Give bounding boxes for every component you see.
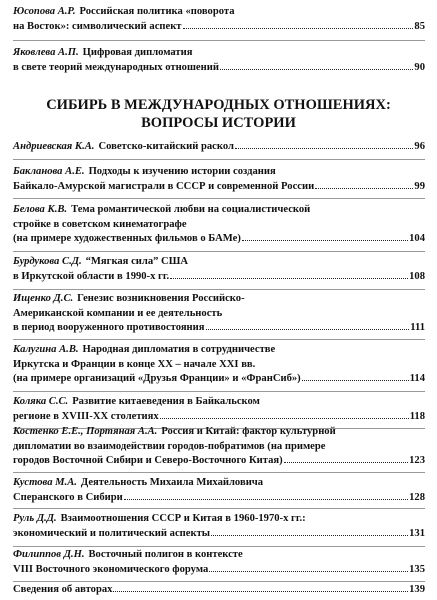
toc-entry xyxy=(13,46,425,75)
entry-author: Калугина А.В. xyxy=(13,344,79,355)
leader-dots xyxy=(183,28,414,29)
entry-title-line: городов Восточной Сибири и Северо-Восточного Китая) xyxy=(13,455,283,466)
entry-separator xyxy=(13,198,425,199)
entry-title-line: Развитие китаеведения в Байкальском xyxy=(72,396,260,407)
entry-title-line: “Мягкая сила” США xyxy=(85,256,188,267)
leader-dots xyxy=(124,499,408,500)
entry-author: Юсопова А.Р. xyxy=(13,6,76,17)
entry-title-line: Взаимоотношения СССР и Китая в 1960-1970-х гг.: xyxy=(60,513,306,524)
entry-author: Бакланова А.Е. xyxy=(13,166,85,177)
entry-title-line: в период вооруженного противостояния xyxy=(13,322,205,333)
entry-title-line: Советско-китайский раскол xyxy=(98,141,234,152)
entry-separator xyxy=(13,546,425,547)
entry-title-line: (на примере художественных фильмов о БАМе) xyxy=(13,233,241,244)
entry-title-line: VIII Восточного экономического форума xyxy=(13,563,209,575)
leader-dots xyxy=(211,535,408,536)
toc-entry xyxy=(13,165,425,194)
leader-dots xyxy=(242,240,408,241)
entry-separator xyxy=(13,159,425,160)
leader-dots xyxy=(315,188,413,189)
toc-entry xyxy=(13,255,425,284)
page-number: 114 xyxy=(409,373,425,384)
entry-author: Бурдукова С.Д. xyxy=(13,256,82,267)
entry-author: Коляка С.С. xyxy=(13,396,69,407)
page-number: 118 xyxy=(409,410,425,422)
toc-entry xyxy=(13,512,425,541)
toc-entry xyxy=(13,476,425,505)
entry-title-line: на Восток»: символический аспект xyxy=(13,20,182,32)
entry-title-line: Американской компании и ее деятельность xyxy=(13,307,223,319)
entry-separator xyxy=(13,289,425,290)
entry-title-line: Российская политика «поворота xyxy=(79,6,235,17)
page-number: 96 xyxy=(414,141,425,152)
page-number: 99 xyxy=(414,180,425,192)
leader-dots xyxy=(170,278,408,279)
entry-separator xyxy=(13,40,425,41)
entry-separator xyxy=(13,339,425,340)
entry-title-line: Сведения об авторах xyxy=(13,584,113,595)
entry-title-line: Тема романтической любви на социалистической xyxy=(71,204,311,215)
entry-title-line: экономический и политический аспекты xyxy=(13,527,211,539)
entry-title-line: дипломатии во взаимодействии городов-побратимов (на примере xyxy=(13,440,326,452)
entry-title-line: Иркутска и Франции в конце XX – начале XXI вв. xyxy=(13,358,256,370)
leader-dots xyxy=(209,571,408,572)
entry-title-line: Восточный полигон в контексте xyxy=(88,549,243,560)
section-title xyxy=(0,96,437,132)
page-number: 131 xyxy=(409,527,425,539)
entry-author: Яковлева А.П. xyxy=(13,47,79,58)
page-number: 108 xyxy=(409,270,425,282)
entry-separator xyxy=(13,508,425,509)
toc-entry xyxy=(13,140,425,155)
entry-title-line: Народная дипломатия в сотрудничестве xyxy=(82,344,276,355)
page-number: 128 xyxy=(409,491,425,503)
entry-title-line: Генезис возникновения Российско- xyxy=(77,293,245,304)
entry-author: Филиппов Д.Н. xyxy=(13,549,85,560)
page-number: 85 xyxy=(414,20,425,32)
entry-separator xyxy=(13,391,425,392)
entry-title-line: Байкало-Амурской магистрали в СССР и современной России xyxy=(13,180,315,192)
page-number: 123 xyxy=(409,455,425,466)
page-number: 139 xyxy=(409,584,425,595)
entry-title-line: Деятельность Михаила Михайловича xyxy=(80,477,264,488)
leader-dots xyxy=(235,148,413,149)
entry-title-line: в Иркутской области в 1990-х гг. xyxy=(13,270,170,282)
entry-separator xyxy=(13,472,425,473)
entry-title-line: Цифровая дипломатия xyxy=(82,47,193,58)
entry-separator xyxy=(13,581,425,582)
page-number: 135 xyxy=(409,563,425,575)
leader-dots xyxy=(113,591,408,592)
toc-entry xyxy=(13,395,425,424)
page-number: 104 xyxy=(409,233,425,244)
entry-separator xyxy=(13,251,425,252)
entry-author: Костенко Е.Е., Портяная А.А. xyxy=(13,426,158,437)
toc-entry xyxy=(13,343,425,387)
entry-title-line: Россия и Китай: фактор культурной xyxy=(161,426,336,437)
entry-author: Ищенко Д.С. xyxy=(13,293,74,304)
entry-title-line: в свете теорий международных отношений xyxy=(13,61,219,73)
toc-entry xyxy=(13,548,425,577)
entry-author: Андриевская К.А. xyxy=(13,141,95,152)
page-number: 90 xyxy=(414,61,425,73)
section-title-line: СИБИРЬ В МЕЖДУНАРОДНЫХ ОТНОШЕНИЯХ: xyxy=(46,97,391,113)
leader-dots xyxy=(160,418,409,419)
toc-entry xyxy=(13,292,425,336)
leader-dots xyxy=(206,329,410,330)
leader-dots xyxy=(220,69,413,70)
entry-title-line: Подходы к изучению истории создания xyxy=(88,166,276,177)
leader-dots xyxy=(302,380,409,381)
entry-title-line: стройке в советском кинематографе xyxy=(13,218,187,230)
toc-entry xyxy=(13,5,425,34)
entry-author: Руль Д.Д. xyxy=(13,513,57,524)
section-title-line: ВОПРОСЫ ИСТОРИИ xyxy=(141,115,296,131)
entry-title-line: Сперанского в Сибири xyxy=(13,491,123,503)
entry-title-line: регионе в XVIII-XX столетиях xyxy=(13,410,159,422)
leader-dots xyxy=(284,462,408,463)
entry-title-line: (на примере организаций «Друзья Франции» и «ФранСиб») xyxy=(13,373,301,384)
entry-author: Белова К.В. xyxy=(13,204,68,215)
page-number: 111 xyxy=(410,322,425,333)
toc-entry xyxy=(13,425,425,469)
toc-entry xyxy=(13,583,425,598)
toc-entry xyxy=(13,203,425,247)
entry-author: Кустова М.А. xyxy=(13,477,77,488)
